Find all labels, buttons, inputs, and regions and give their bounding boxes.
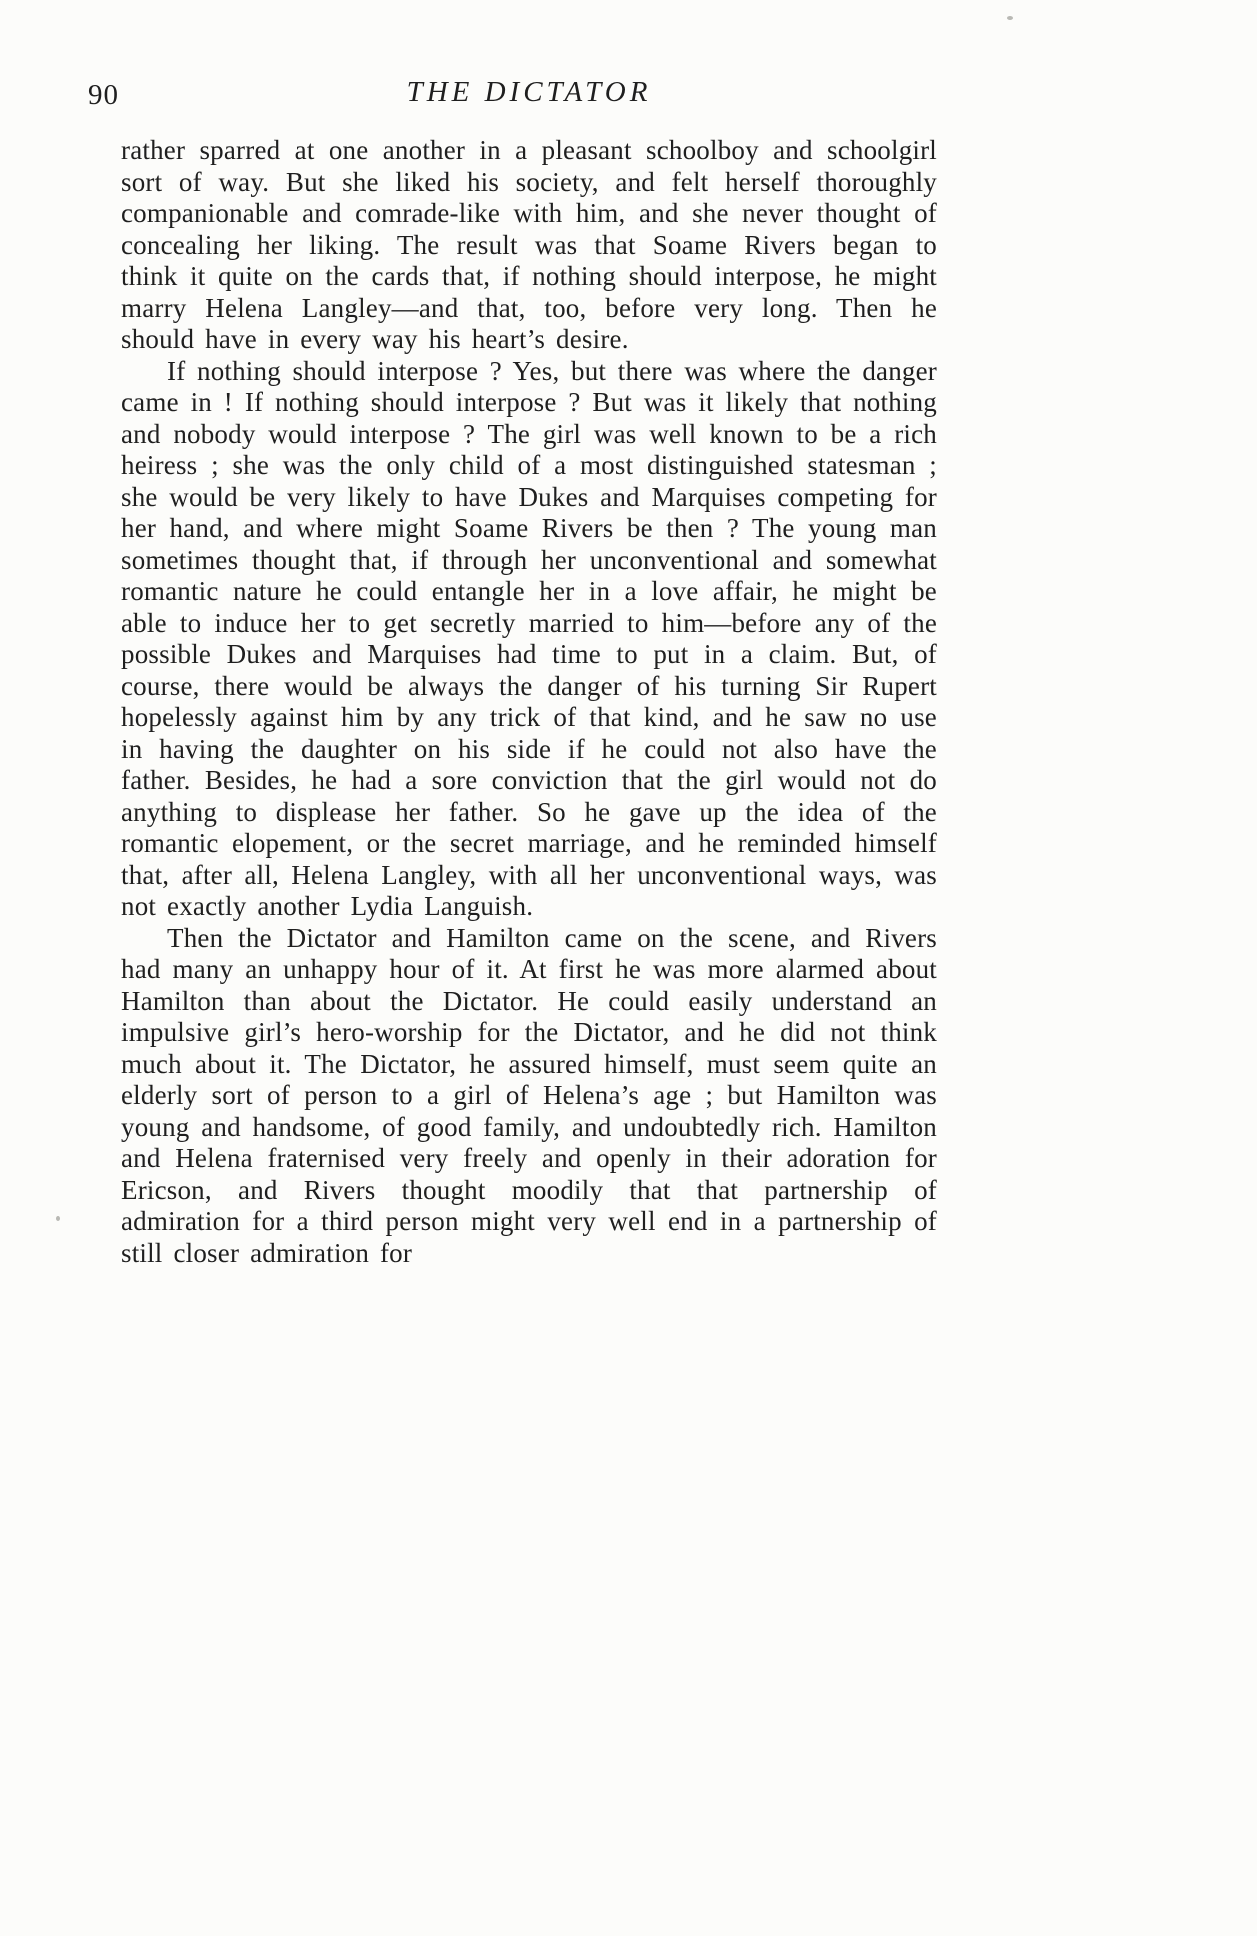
page-text-block: [88, 76, 937, 1269]
paragraph: rather sparred at one another in a pleasant schoolboy and schoolgirl sort of way. But she liked his society, and felt herself thoroughly companionable and comrade-like with him, and she never thought of concealing her liking. The result was that Soame Rivers began to think it quite on the cards that, if nothing should interpose, he might marry Helena Langley—and that, too, before very long. Then he should have in every way his heart’s desire.: [121, 135, 937, 354]
body-text: [121, 135, 937, 1269]
running-header-title: THE DICTATOR: [406, 76, 652, 108]
paragraph: Then the Dictator and Hamilton came on the scene, and Rivers had many an unhappy hour of it. At first he was more alarmed about Hamilton than about the Dictator. He could easily understand an impulsive girl’s hero-worship for the Dictator, and he did not think much about it. The Dictator, he assured himself, must seem quite an elderly sort of person to a girl of Helena’s age ; but Hamilton was young and handsome, of good family, and undoubtedly rich. Hamilton and Helena fraternised very freely and openly in their adoration for Ericson, and Rivers thought moodily that that partnership of admiration for a third person might very well end in a partnership of still closer admiration for: [121, 922, 937, 1268]
page-number: 90: [88, 79, 119, 111]
scan-speck-icon: [1007, 16, 1013, 20]
running-header: [88, 76, 937, 118]
paragraph: If nothing should interpose ? Yes, but there was where the danger came in ! If nothing should interpose ? But was it likely that nothing and nobody would interpose ? The girl was well known to be a rich heiress ; she was the only child of a most distinguished statesman ; she would be very likely to have Dukes and Marquises competing for her hand, and where might Soame Rivers be then ? The young man sometimes thought that, if through her unconventional and somewhat romantic nature he could entangle her in a love affair, he might be able to induce her to get secretly married to him—before any of the possible Dukes and Marquises had time to put in a claim. But, of course, there would be always the danger of his turning Sir Rupert hopelessly against him by any trick of that kind, and he saw no use in having the daughter on his side if he could not also have the father. Besides, he had a sore conviction that the girl would not do anything to displease her father. So he gave up the idea of the romantic elopement, or the secret marriage, and he reminded himself that, after all, Helena Langley, with all her unconventional ways, was not exactly another Lydia Languish.: [121, 355, 937, 921]
scan-speck-icon: [56, 1216, 60, 1221]
